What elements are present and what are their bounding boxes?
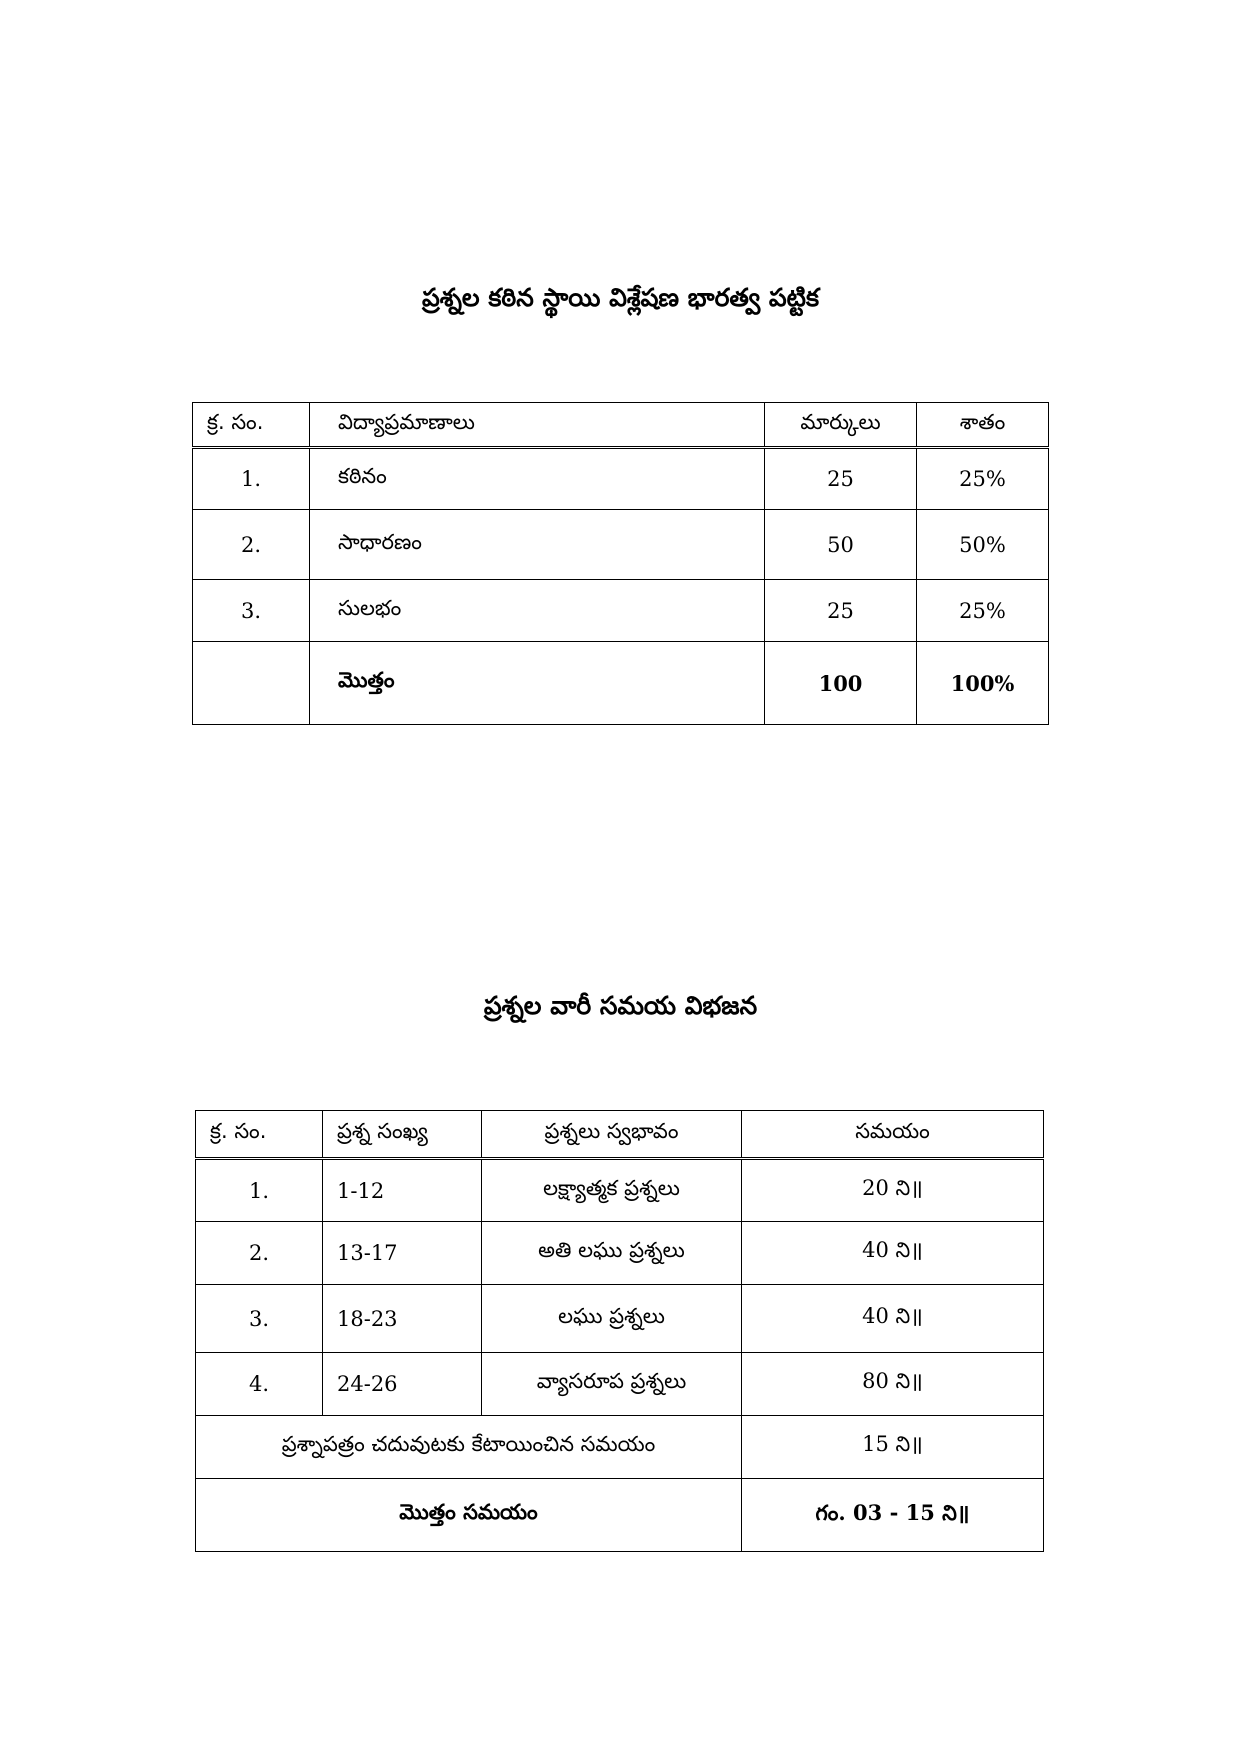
row-sno: 4. — [196, 1353, 323, 1416]
table-header-row — [193, 403, 1049, 448]
reading-time-row — [196, 1416, 1044, 1479]
row-sno: 1. — [193, 448, 310, 510]
time-allocation-table — [195, 1110, 1044, 1552]
row-time: 80 ని॥ — [742, 1353, 1044, 1416]
row-range: 13-17 — [323, 1222, 482, 1285]
row-range: 1-12 — [323, 1159, 482, 1222]
reading-time-label: ప్రశ్నాపత్రం చదువుటకు కేటాయించిన సమయం — [196, 1416, 742, 1479]
row-range: 18-23 — [323, 1285, 482, 1353]
total-percent: 100% — [917, 642, 1049, 725]
row-sno: 3. — [193, 580, 310, 642]
row-marks: 50 — [765, 510, 917, 580]
header-question-type: ప్రశ్నలు స్వభావం — [482, 1111, 742, 1159]
total-time-row — [196, 1479, 1044, 1552]
row-percent: 25% — [917, 580, 1049, 642]
row-type: అతి లఘు ప్రశ్నలు — [482, 1222, 742, 1285]
row-range: 24-26 — [323, 1353, 482, 1416]
row-percent: 25% — [917, 448, 1049, 510]
total-label: మొత్తం — [310, 642, 765, 725]
table-header-row — [196, 1111, 1044, 1159]
header-sno: క్ర. సం. — [193, 403, 310, 448]
table-row — [196, 1222, 1044, 1285]
difficulty-weightage-table — [192, 402, 1049, 725]
table-row — [196, 1159, 1044, 1222]
row-time: 40 ని॥ — [742, 1222, 1044, 1285]
row-sno: 2. — [193, 510, 310, 580]
row-marks: 25 — [765, 448, 917, 510]
row-level: కఠినం — [310, 448, 765, 510]
difficulty-table-title: ప్రశ్నల కఠిన స్థాయి విశ్లేషణ భారత్వ పట్టిక — [421, 283, 820, 312]
row-type: వ్యాసరూప ప్రశ్నలు — [482, 1353, 742, 1416]
header-marks: మార్కులు — [765, 403, 917, 448]
time-table-title: ప్రశ్నల వారీ సమయ విభజన — [483, 991, 758, 1020]
reading-time-value: 15 ని॥ — [742, 1416, 1044, 1479]
row-level: సాధారణం — [310, 510, 765, 580]
row-sno: 1. — [196, 1159, 323, 1222]
row-type: లక్ష్యాత్మక ప్రశ్నలు — [482, 1159, 742, 1222]
table-row — [196, 1353, 1044, 1416]
row-percent: 50% — [917, 510, 1049, 580]
header-standards: విద్యాప్రమాణాలు — [310, 403, 765, 448]
header-sno: క్ర. సం. — [196, 1111, 323, 1159]
table-row — [193, 448, 1049, 510]
header-time: సమయం — [742, 1111, 1044, 1159]
total-row — [193, 642, 1049, 725]
row-type: లఘు ప్రశ్నలు — [482, 1285, 742, 1353]
header-percent: శాతం — [917, 403, 1049, 448]
total-time-value: గం. 03 - 15 ని॥ — [742, 1479, 1044, 1552]
row-time: 40 ని॥ — [742, 1285, 1044, 1353]
row-level: సులభం — [310, 580, 765, 642]
table-row — [193, 580, 1049, 642]
table-row — [196, 1285, 1044, 1353]
row-marks: 25 — [765, 580, 917, 642]
row-sno: 3. — [196, 1285, 323, 1353]
total-marks: 100 — [765, 642, 917, 725]
row-time: 20 ని॥ — [742, 1159, 1044, 1222]
table-row — [193, 510, 1049, 580]
total-sno-empty — [193, 642, 310, 725]
header-question-number: ప్రశ్న సంఖ్య — [323, 1111, 482, 1159]
row-sno: 2. — [196, 1222, 323, 1285]
total-time-label: మొత్తం సమయం — [196, 1479, 742, 1552]
